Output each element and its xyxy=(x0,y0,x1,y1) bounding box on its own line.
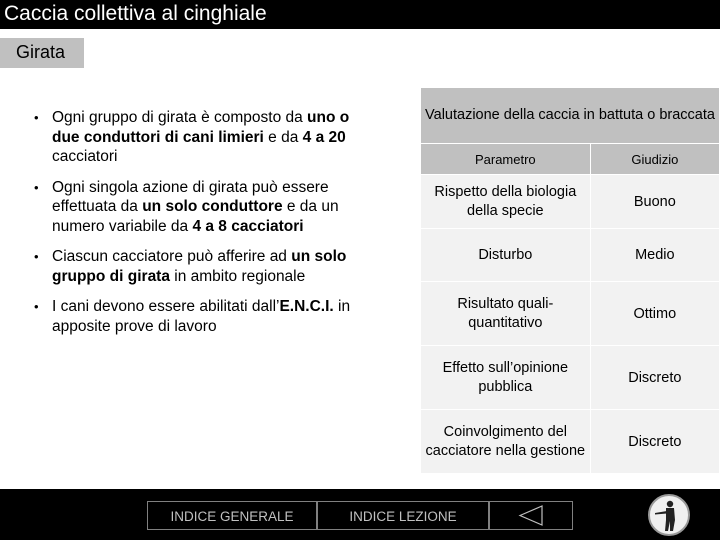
table-title-row xyxy=(421,88,720,144)
table-title: Valutazione della caccia in battuta o braccata xyxy=(421,88,720,144)
bullet-item xyxy=(34,108,374,167)
bullet-item xyxy=(34,247,374,286)
bullet-text: e da un numero variabile da xyxy=(52,198,339,235)
bullet-text: in apposite prove di lavoro xyxy=(52,298,351,335)
bullet-text: I cani devono essere abilitati dall’ xyxy=(52,298,280,315)
cell-giudizio: Ottimo xyxy=(590,282,719,346)
bullet-dot: • xyxy=(34,249,39,264)
bullet-list xyxy=(34,108,374,347)
indice-generale-button[interactable]: INDICE GENERALE xyxy=(147,501,317,530)
column-header-giudizio: Giudizio xyxy=(590,144,719,175)
section-label: Girata xyxy=(16,42,66,62)
cell-giudizio: Discreto xyxy=(590,410,719,474)
bullet-text: in ambito regionale xyxy=(169,267,306,285)
table-row xyxy=(421,229,720,282)
bullet-item xyxy=(34,178,374,237)
cell-giudizio: Buono xyxy=(590,175,719,229)
table-row xyxy=(421,282,720,346)
bullet-text: Ogni gruppo di girata è composto da xyxy=(52,109,308,126)
page-title: Caccia collettiva al cinghiale xyxy=(4,2,267,25)
title-bar xyxy=(0,0,720,29)
section-label-box xyxy=(0,38,84,68)
evaluation-table xyxy=(420,87,720,474)
bullet-text-bold: un solo gruppo di girata xyxy=(52,248,347,285)
column-header-parametro: Parametro xyxy=(421,144,591,175)
bullet-text-bold: E.N.C.I. xyxy=(279,298,334,315)
bullet-text: cacciatori xyxy=(52,148,118,165)
bullet-text-bold: 4 a 8 cacciatori xyxy=(192,217,304,235)
triangle-left-icon xyxy=(490,502,574,529)
bullet-text: Ogni singola azione di girata può essere effettuata da xyxy=(52,178,329,215)
bullet-text-bold: un solo conduttore xyxy=(142,198,283,215)
bullet-dot: • xyxy=(34,110,39,125)
indice-lezione-button[interactable]: INDICE LEZIONE xyxy=(317,501,489,530)
table-header-row xyxy=(421,144,720,175)
bullet-text: Ciascun cacciatore può afferire ad xyxy=(52,248,292,265)
bullet-text-bold: 4 a 20 xyxy=(302,128,346,146)
cell-param: Risultato quali-quantitativo xyxy=(421,282,591,346)
bullet-dot: • xyxy=(34,299,39,314)
bullet-text: e da xyxy=(263,128,303,146)
cell-giudizio: Discreto xyxy=(590,346,719,410)
bullet-text-bold: uno o due conduttori di cani limieri xyxy=(52,109,350,146)
bullet-item xyxy=(34,297,374,336)
cell-param: Coinvolgimento del cacciatore nella gestione xyxy=(421,410,591,474)
cell-giudizio: Medio xyxy=(590,229,719,282)
bottom-nav-bar xyxy=(0,489,720,540)
table-row xyxy=(421,175,720,229)
back-button[interactable] xyxy=(489,501,573,530)
bullet-dot: • xyxy=(34,179,39,195)
cell-param: Effetto sull’opinione pubblica xyxy=(421,346,591,410)
hunter-logo-icon[interactable] xyxy=(648,494,690,536)
hunter-silhouette-icon xyxy=(650,496,688,534)
table-row xyxy=(421,346,720,410)
cell-param: Rispetto della biologia della specie xyxy=(421,175,591,229)
cell-param: Disturbo xyxy=(421,229,591,282)
table-row xyxy=(421,410,720,474)
